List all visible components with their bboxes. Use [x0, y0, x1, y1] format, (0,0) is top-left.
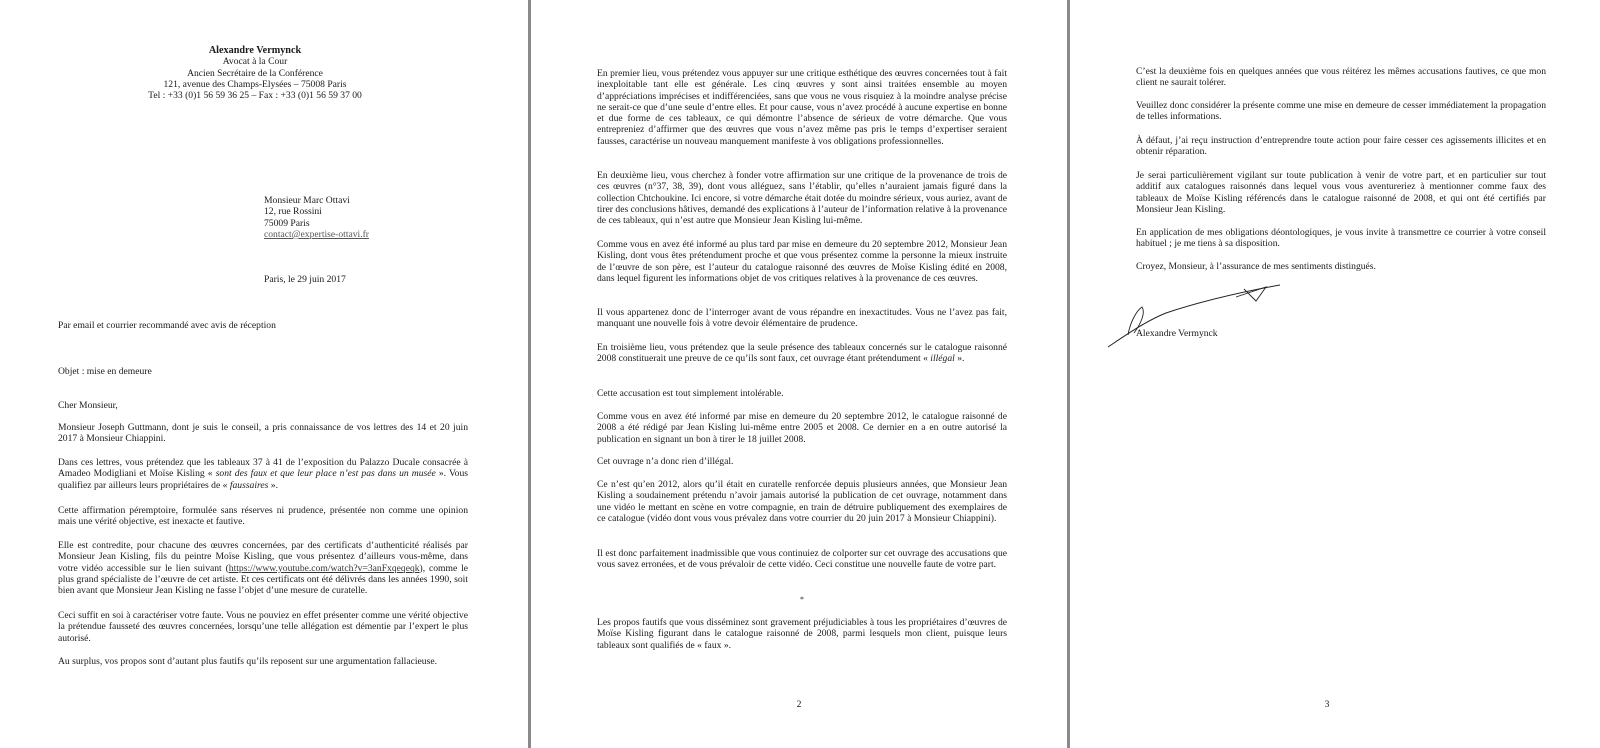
salutation: Cher Monsieur,: [58, 400, 118, 411]
paragraph: Ce n’est qu’en 2012, alors qu’il était en curatelle renforcée depuis plusieurs années, que Monsieur Jean Kisling a soudainement prétendu n’avoir jamais autorisé la publication de cet ouvrage, notamment dans une vidéo le mettant en scène en votre compagnie, en train de détruire publiquement des exemplaires de ce catalogue (vidéo dont vous vous prévalez dans votre courrier du 20 juin 2017 à Monsieur Chiappini).: [597, 479, 1007, 524]
text-run: ».: [268, 479, 278, 491]
text-run: Elle est contredite, pour chacune des œuvres concernées, par des certificats d’authenticité réalisés par Monsieur Jean Kisling, fils du peintre Moïse Kisling, que vous présentez d’ailleurs vous-même, dans votre vidéo accessible sur le lien suivant (: [58, 540, 468, 574]
sender-name: Alexandre Vermynck: [208, 45, 302, 56]
letter-date: Paris, le 29 juin 2017: [264, 274, 346, 285]
paragraph: En application de mes obligations déontologiques, je vous invite à transmettre ce courrier à votre conseil habituel ; je me tiens à sa disposition.: [1136, 227, 1546, 250]
recipient-block: [264, 195, 369, 240]
recipient-city: 75009 Paris: [264, 217, 310, 229]
paragraph: Je serai particulièrement vigilant sur toute publication à venir de votre part, et en particulier sur tout additif aux catalogues raisonnés dans lequel vous vous aventureriez à mentionner comme faux des tableaux de Moïse Kisling référencés dans le catalogue raisonné de 2008, et qui ont été certifiés par Monsieur Jean Kisling.: [1136, 170, 1546, 215]
paragraph: Ceci suffit en soi à caractériser votre faute. Vous ne pouviez en effet présenter comme une vérité objective la prétendue fausseté des œuvres concernées, lorsqu’une telle allégation est démentie par l’expert le plus autorisé.: [58, 610, 468, 644]
paragraph: Les propos fautifs que vous disséminez sont gravement préjudiciables à tous les propriétaires d’œuvres de Moïse Kisling figurant dans le catalogue raisonné de 2008, parmi lesquels mon client, puisque leurs tableaux sont qualifiés de « faux ».: [597, 617, 1007, 651]
letter-page-2: [531, 0, 1067, 748]
paragraph: Au surplus, vos propos sont d’autant plus fautifs qu’ils reposent sur une argumentation fallacieuse.: [58, 656, 437, 667]
paragraph: Cet ouvrage n’a donc rien d’illégal.: [597, 456, 734, 467]
youtube-link[interactable]: https://www.youtube.com/watch?v=3anFxqeqeqk: [228, 562, 420, 574]
paragraph: C’est la deuxième fois en quelques années que vous réitérez les mêmes accusations fautives, ce que mon client ne saurait tolérer.: [1136, 66, 1546, 89]
paragraph: [58, 457, 468, 491]
letterhead: [120, 45, 390, 101]
recipient-street: 12, rue Rossini: [264, 206, 322, 218]
quote-italic: faussaires: [229, 479, 269, 491]
sender-subtitle: Ancien Secrétaire de la Conférence: [187, 67, 323, 79]
paragraph: Cette affirmation péremptoire, formulée sans réserves ni prudence, présentée non comme une opinion mais une vérité objective, est inexacte et fautive.: [58, 505, 468, 528]
paragraph: Croyez, Monsieur, à l’assurance de mes sentiments distingués.: [1136, 261, 1376, 272]
paragraph: En deuxième lieu, vous cherchez à fonder votre affirmation sur une critique de la provenance de trois de ces œuvres (n°37, 38, 39), dont vous alléguez, sans l’établir, qu’elles n’auraient jamais figuré dans la collection Chtchoukine. Ici encore, si votre démarche était dotée du moindre sérieux, vous auriez, avant de tirer des conclusions hâtives, demandé des explications à l’auteur de l’information relative à la provenance de ces tableaux, qui n’est autre que Monsieur Jean Kisling lui-même.: [597, 170, 1007, 227]
text-run: ».: [954, 353, 965, 365]
recipient-name: Monsieur Marc Ottavi: [264, 195, 350, 206]
sender-address: 121, avenue des Champs-Elysées – 75008 Paris: [163, 78, 347, 90]
page-number: 3: [1324, 699, 1330, 710]
signatory-name: Alexandre Vermynck: [1136, 328, 1218, 339]
paragraph: Il est donc parfaitement inadmissible que vous continuiez de colporter sur cet ouvrage des accusations que vous savez erronées, et de vous prévaloir de cette vidéo. Ceci constitue une nouvelle faute de votre part.: [597, 548, 1007, 571]
text-run: Dans ces lettres, vous prétendez que les tableaux 37 à 41 de l’exposition du Palazzo Ducale consacrée à Amadeo Modigliani et Moïse Kisling «: [58, 457, 468, 480]
quote-italic: illégal: [930, 353, 955, 365]
paragraph: Comme vous en avez été informé par mise en demeure du 20 septembre 2012, le catalogue raisonné de 2008 a été rédigé par Jean Kisling lui-même entre 2005 et 2008. Ce dernier en a en outre autorisé la publication en signant un bon à tirer le 18 juillet 2008.: [597, 411, 1007, 445]
paragraph: [597, 342, 1007, 365]
handwritten-signature-icon: [1106, 283, 1286, 351]
paragraph: Il vous appartenez donc de l’interroger avant de vous répandre en inexactitudes. Vous ne l’avez pas fait, manquant une nouvelle fois à votre devoir élémentaire de prudence.: [597, 307, 1007, 330]
paragraph: Cette accusation est tout simplement intolérable.: [597, 388, 784, 399]
paragraph: En premier lieu, vous prétendez vous appuyer sur une critique esthétique des œuvres concernées tout à fait inexploitable tant elle est générale. Les cinq œuvres y sont ainsi traitées ensemble au moyen d’appréciations imprécises et indifférenciées, sans que vous ne vous risquiez à la moindre analyse précise ne serait-ce que d’une seule d’entre elles. Et pour cause, vous n’avez procédé à aucune expertise en bonne et due forme de ces tableaux, ce qui démontre l’absence de sérieux de votre démarche. Que vous entrepreniez d’affirmer que des œuvres que vous n’avez même pas pris le temps d’expertiser seraient fausses, caractérise un nouveau manquement manifeste à vos obligations professionnelles.: [597, 68, 1007, 147]
letter-page-1: [0, 0, 528, 748]
text-run: ». Vous qualifiez par ailleurs leurs propriétaires de «: [58, 468, 468, 491]
text-run: En troisième lieu, vous prétendez que la seule présence des tableaux concernés sur le catalogue raisonné 2008 constituerait une preuve de ce qu’ils sont faux, cet ouvrage étant prétendument «: [597, 342, 1007, 365]
paragraph: Monsieur Joseph Guttmann, dont je suis le conseil, a pris connaissance de vos lettres des 14 et 20 juin 2017 à Monsieur Chiappini.: [58, 422, 468, 445]
paragraph: Veuillez donc considérer la présente comme une mise en demeure de cesser immédiatement la propagation de telles informations.: [1136, 100, 1546, 123]
section-separator: *: [800, 595, 804, 604]
paragraph: À défaut, j’ai reçu instruction d’entreprendre toute action pour faire cesser ces agissements illicites et en obtenir réparation.: [1136, 135, 1546, 158]
paragraph: [58, 540, 468, 596]
paragraph: Comme vous en avez été informé au plus tard par mise en demeure du 20 septembre 2012, Monsieur Jean Kisling, dont vous êtes prétendument proche et que vous présentez comme la personne la mieux instruite de l’œuvre de son père, est l’auteur du catalogue raisonné des œuvres de Moïse Kisling édité en 2008, dans lequel figurent les informations objet de vos critiques relatives à la provenance de ces œuvres.: [597, 239, 1007, 284]
text-run: ), comme le plus grand spécialiste de l’œuvre de cet artiste. Et ces certificats ont été délivrés dans les années 1990, soit bien avant que Monsieur Jean Kisling ne fasse l’objet d’une mesure de curatelle.: [58, 562, 468, 597]
quote-italic: sont des faux et que leur place n’est pas dans un musée: [215, 468, 436, 480]
sender-title: Avocat à la Cour: [222, 56, 288, 68]
letter-subject: Objet : mise en demeure: [58, 366, 152, 377]
page-number: 2: [796, 699, 802, 710]
recipient-email-link[interactable]: contact@expertise-ottavi.fr: [264, 228, 369, 240]
sender-phone: Tel : +33 (0)1 56 59 36 25 – Fax : +33 (0)1 56 59 37 00: [148, 90, 362, 102]
letter-page-3: [1070, 0, 1600, 748]
delivery-note: Par email et courrier recommandé avec avis de réception: [58, 320, 276, 331]
